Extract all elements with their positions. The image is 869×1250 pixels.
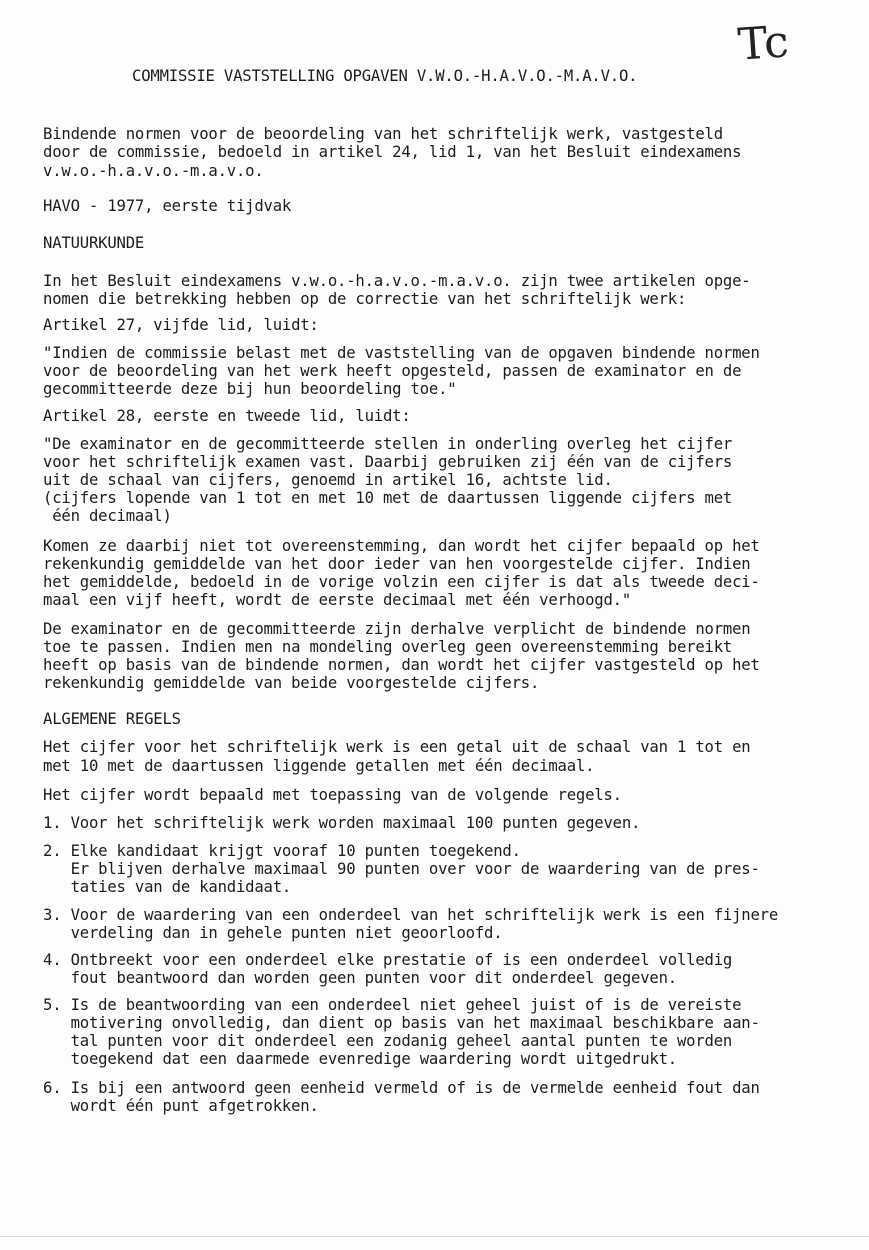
rule-line: 4. Ontbreekt voor een onderdeel elke prestatie of is een onderdeel volledig bbox=[43, 951, 733, 969]
rule-line: 5. Is de beantwoording van een onderdeel niet geheel juist of is de vereiste bbox=[43, 996, 742, 1014]
rule-line: 6. Is bij een antwoord geen eenheid vermeld of is de vermelde eenheid fout dan bbox=[43, 1079, 760, 1097]
art28-cont-line: het gemiddelde, bedoeld in de vorige volzin een cijfer is dat als tweede deci- bbox=[43, 573, 760, 591]
rule-line: 3. Voor de waardering van een onderdeel van het schriftelijk werk is een fijnere bbox=[43, 906, 779, 924]
rule-line: 2. Elke kandidaat krijgt vooraf 10 punten toegekend. bbox=[43, 842, 521, 860]
intro-line: v.w.o.-h.a.v.o.-m.a.v.o. bbox=[43, 162, 264, 180]
para2-line: rekenkundig gemiddelde van beide voorgestelde cijfers. bbox=[43, 674, 540, 692]
rule-line: motivering onvolledig, dan dient op basis van het maximaal beschikbare aan- bbox=[43, 1014, 760, 1032]
exam-line: HAVO - 1977, eerste tijdvak bbox=[43, 197, 292, 215]
art28-heading: Artikel 28, eerste en tweede lid, luidt: bbox=[43, 407, 411, 425]
para2-line: toe te passen. Indien men na mondeling overleg geen overeenstemming bereikt bbox=[43, 638, 733, 656]
para1-line: In het Besluit eindexamens v.w.o.-h.a.v.o.-m.a.v.o. zijn twee artikelen opge- bbox=[43, 272, 751, 290]
art28-quote-line: voor het schriftelijk examen vast. Daarbij gebruiken zij één van de cijfers bbox=[43, 453, 733, 471]
art27-quote-line: "Indien de commissie belast met de vaststelling van de opgaven bindende normen bbox=[43, 344, 760, 362]
art28-quote-line: één decimaal) bbox=[43, 507, 172, 525]
intro-line: Bindende normen voor de beoordeling van het schriftelijk werk, vastgesteld bbox=[43, 125, 723, 143]
art27-quote-line: voor de beoordeling van het werk heeft opgesteld, passen de examinator en de bbox=[43, 362, 742, 380]
rules-intro-line: met 10 met de daartussen liggende getallen met één decimaal. bbox=[43, 757, 595, 775]
art28-quote-line: (cijfers lopende van 1 tot en met 10 met de daartussen liggende cijfers met bbox=[43, 489, 733, 507]
art28-cont-line: Komen ze daarbij niet tot overeenstemming, dan wordt het cijfer bepaald op het bbox=[43, 537, 760, 555]
rule-line: verdeling dan in gehele punten niet geoorloofd. bbox=[43, 924, 503, 942]
handwritten-mark: Tc bbox=[736, 16, 791, 71]
rule-line: toegekend dat een daarmede evenredige waardering wordt uitgedrukt. bbox=[43, 1050, 677, 1068]
art28-cont-line: rekenkundig gemiddelde van het door ieder van hen voorgestelde cijfer. Indien bbox=[43, 555, 751, 573]
intro-line: door de commissie, bedoeld in artikel 24, lid 1, van het Besluit eindexamens bbox=[43, 143, 742, 161]
rule-line: wordt één punt afgetrokken. bbox=[43, 1097, 319, 1115]
art28-quote-line: "De examinator en de gecommitteerde stellen in onderling overleg het cijfer bbox=[43, 435, 733, 453]
art28-cont-line: maal een vijf heeft, wordt de eerste decimaal met één verhoogd." bbox=[43, 591, 632, 609]
para2-line: heeft op basis van de bindende normen, dan wordt het cijfer vastgesteld op het bbox=[43, 656, 760, 674]
rule-line: 1. Voor het schriftelijk werk worden maximaal 100 punten gegeven. bbox=[43, 814, 641, 832]
document-header: COMMISSIE VASTSTELLING OPGAVEN V.W.O.-H.A.V.O.-M.A.V.O. bbox=[132, 67, 638, 85]
art27-heading: Artikel 27, vijfde lid, luidt: bbox=[43, 316, 319, 334]
art27-quote-line: gecommitteerde deze bij hun beoordeling toe." bbox=[43, 380, 457, 398]
rules-intro-line: Het cijfer voor het schriftelijk werk is een getal uit de schaal van 1 tot en bbox=[43, 738, 751, 756]
rule-line: Er blijven derhalve maximaal 90 punten over voor de waardering van de pres- bbox=[43, 860, 760, 878]
subject-heading: NATUURKUNDE bbox=[43, 234, 145, 252]
para1-line: nomen die betrekking hebben op de correctie van het schriftelijk werk: bbox=[43, 290, 687, 308]
para2-line: De examinator en de gecommitteerde zijn derhalve verplicht de bindende normen bbox=[43, 620, 751, 638]
rule-line: tal punten voor dit onderdeel een zodanig geheel aantal punten te worden bbox=[43, 1032, 733, 1050]
rules-intro-line: Het cijfer wordt bepaald met toepassing van de volgende regels. bbox=[43, 786, 622, 804]
rule-line: fout beantwoord dan worden geen punten voor dit onderdeel gegeven. bbox=[43, 969, 677, 987]
rules-heading: ALGEMENE REGELS bbox=[43, 710, 181, 728]
page-bottom-edge bbox=[0, 1236, 869, 1237]
art28-quote-line: uit de schaal van cijfers, genoemd in artikel 16, achtste lid. bbox=[43, 471, 613, 489]
rule-line: taties van de kandidaat. bbox=[43, 878, 292, 896]
